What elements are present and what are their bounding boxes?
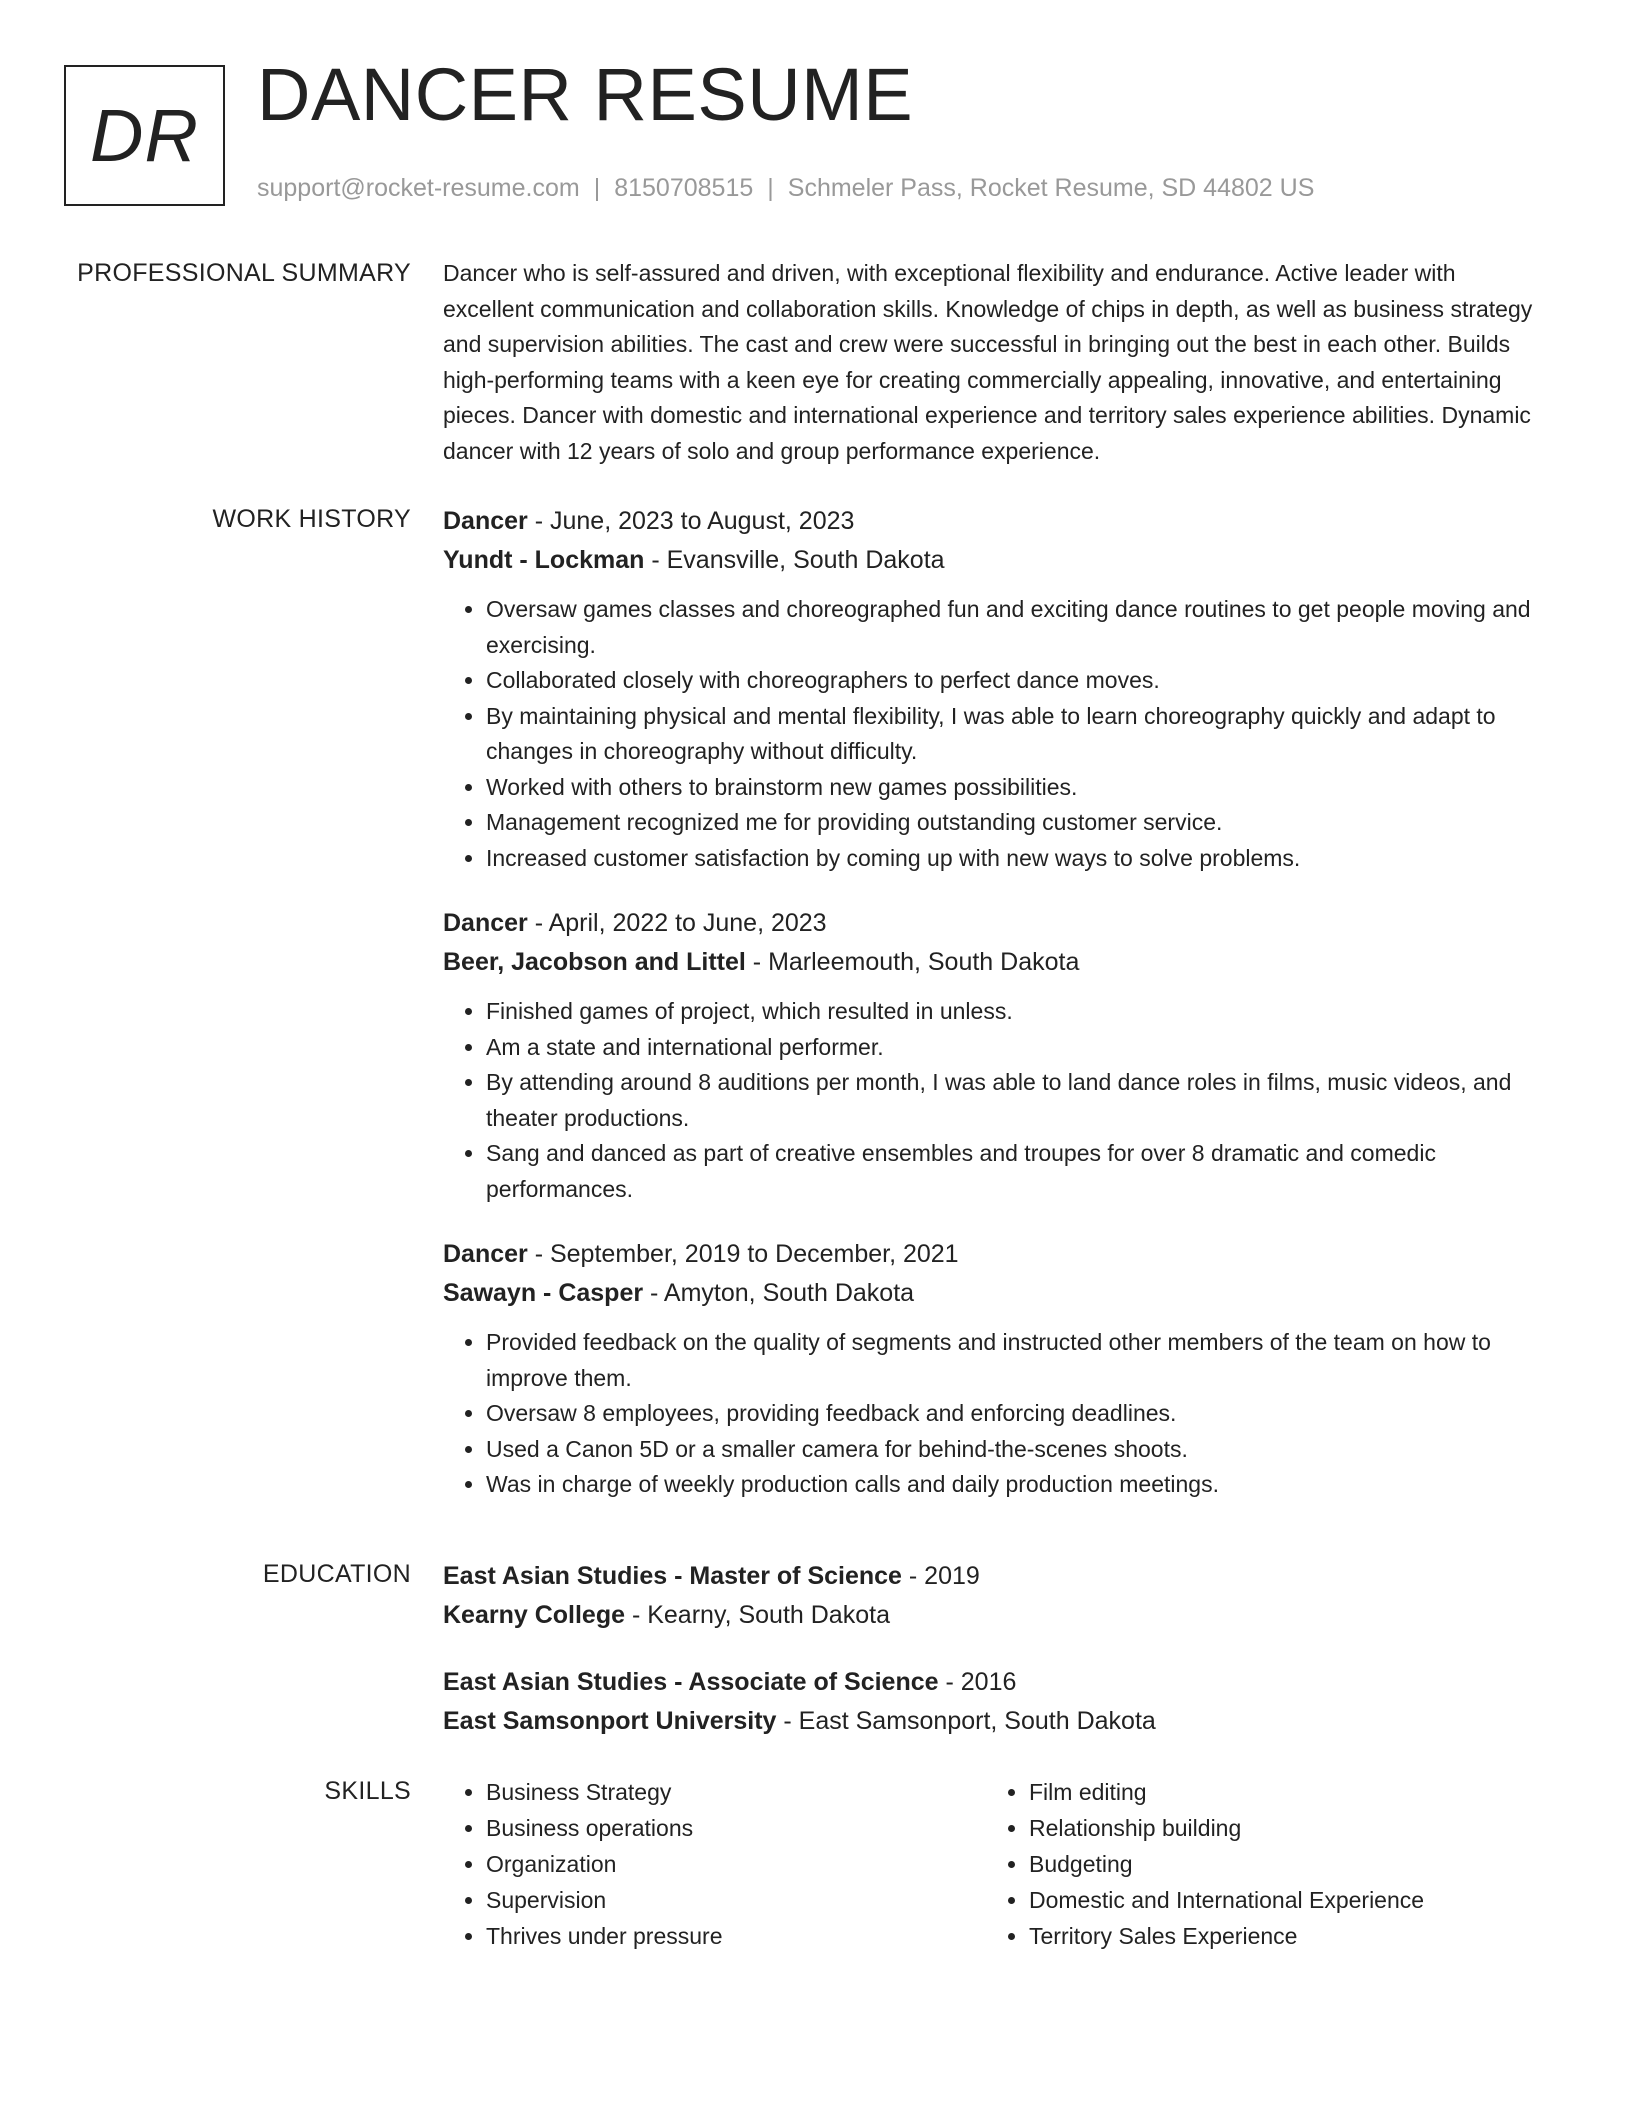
job-entry	[443, 502, 1543, 876]
degree: East Asian Studies - Associate of Science	[443, 1668, 939, 1696]
skills-list-right	[986, 1774, 1529, 1954]
work-history-heading: WORK HISTORY	[212, 505, 411, 533]
job-company: Yundt - Lockman	[443, 546, 645, 574]
job-bullets	[443, 1325, 1543, 1503]
skill-item: • Organization	[486, 1846, 986, 1882]
job-location: - Marleemouth, South Dakota	[745, 948, 1080, 976]
summary-text: Dancer who is self-assured and driven, with exceptional flexibility and endurance. Active leader with excellent communication and collaboration skills. Knowledge of chips in depth, as well as business strategy and supervision abilities. The cast and crew were successful in bringing out the best in each other. Builds high-performing teams with a keen eye for creating commercially appealing, innovative, and entertaining pieces. Dancer with domestic and international experience and territory sales experience abilities. Dynamic dancer with 12 years of solo and group performance experience.	[443, 260, 1533, 464]
job-company: Sawayn - Casper	[443, 1279, 644, 1307]
skill-item: • Territory Sales Experience	[1029, 1918, 1529, 1954]
school: East Samsonport University	[443, 1707, 777, 1735]
job-company-line	[443, 943, 1543, 982]
contact-line	[257, 174, 1314, 203]
degree-line	[443, 1663, 1543, 1702]
skills-columns	[443, 1774, 1543, 1954]
job-title: Dancer	[443, 507, 528, 535]
school-location: - East Samsonport, South Dakota	[776, 1707, 1156, 1735]
skill-item: • Domestic and International Experience	[1029, 1882, 1529, 1918]
job-entry	[443, 1235, 1543, 1503]
job-dates: - April, 2022 to June, 2023	[527, 909, 827, 937]
degree: East Asian Studies - Master of Science	[443, 1562, 902, 1590]
job-title: Dancer	[443, 1240, 528, 1268]
job-title-line	[443, 904, 1543, 943]
job-bullet: • Am a state and international performer.	[486, 1030, 1543, 1066]
skill-item: • Thrives under pressure	[486, 1918, 986, 1954]
job-bullets	[443, 592, 1543, 876]
job-bullet: • Was in charge of weekly production calls and daily production meetings.	[486, 1467, 1543, 1503]
summary-heading: PROFESSIONAL SUMMARY	[77, 259, 411, 287]
job-bullet: • Oversaw games classes and choreographed fun and exciting dance routines to get people moving and exercising.	[486, 592, 1543, 663]
degree-year: - 2019	[901, 1562, 980, 1590]
contact-address: Schmeler Pass, Rocket Resume, SD 44802 US	[787, 174, 1315, 202]
skill-item: • Film editing	[1029, 1774, 1529, 1810]
job-bullet: • Oversaw 8 employees, providing feedback and enforcing deadlines.	[486, 1396, 1543, 1432]
job-bullet: • Finished games of project, which resulted in unless.	[486, 994, 1543, 1030]
contact-separator: |	[767, 174, 774, 202]
job-location: - Amyton, South Dakota	[643, 1279, 915, 1307]
job-bullet: • Used a Canon 5D or a smaller camera for behind-the-scenes shoots.	[486, 1432, 1543, 1468]
skill-item: • Relationship building	[1029, 1810, 1529, 1846]
education-heading: EDUCATION	[262, 1560, 411, 1588]
job-bullet: • Provided feedback on the quality of segments and instructed other members of the team on how to improve them.	[486, 1325, 1543, 1396]
initials-monogram: DR	[64, 65, 225, 206]
degree-line	[443, 1557, 1543, 1596]
skill-item: • Business Strategy	[486, 1774, 986, 1810]
job-company-line	[443, 541, 1543, 580]
job-location: - Evansville, South Dakota	[644, 546, 945, 574]
school-line	[443, 1702, 1543, 1741]
skills-list-left	[443, 1774, 986, 1954]
job-bullets	[443, 994, 1543, 1207]
skill-item: • Budgeting	[1029, 1846, 1529, 1882]
skills-heading: SKILLS	[324, 1777, 411, 1805]
contact-separator: |	[593, 174, 601, 202]
education-entry	[443, 1663, 1543, 1741]
job-company-line	[443, 1274, 1543, 1313]
school: Kearny College	[443, 1601, 626, 1629]
job-bullet: • Increased customer satisfaction by coming up with new ways to solve problems.	[486, 841, 1543, 877]
school-location: - Kearny, South Dakota	[625, 1601, 890, 1629]
job-title: Dancer	[443, 909, 528, 937]
job-bullet: • By attending around 8 auditions per month, I was able to land dance roles in films, music videos, and theater productions.	[486, 1065, 1543, 1136]
job-bullet: • Sang and danced as part of creative ensembles and troupes for over 8 dramatic and comedic performances.	[486, 1136, 1543, 1207]
job-bullet: • Worked with others to brainstorm new games possibilities.	[486, 770, 1543, 806]
job-bullet: • By maintaining physical and mental flexibility, I was able to learn choreography quickly and adapt to changes in choreography without difficulty.	[486, 699, 1543, 770]
contact-email: support@rocket-resume.com	[257, 174, 580, 202]
school-line	[443, 1596, 1543, 1635]
job-company: Beer, Jacobson and Littel	[443, 948, 746, 976]
job-dates: - September, 2019 to December, 2021	[527, 1240, 959, 1268]
education-entry	[443, 1557, 1543, 1635]
resume-name: DANCER RESUME	[257, 53, 914, 136]
contact-phone: 8150708515	[614, 174, 754, 202]
job-entry	[443, 904, 1543, 1207]
skill-item: • Supervision	[486, 1882, 986, 1918]
job-title-line	[443, 1235, 1543, 1274]
job-bullet: • Collaborated closely with choreographers to perfect dance moves.	[486, 663, 1543, 699]
job-dates: - June, 2023 to August, 2023	[527, 507, 855, 535]
degree-year: - 2016	[938, 1668, 1017, 1696]
job-title-line	[443, 502, 1543, 541]
skill-item: • Business operations	[486, 1810, 986, 1846]
job-bullet: • Management recognized me for providing outstanding customer service.	[486, 805, 1543, 841]
